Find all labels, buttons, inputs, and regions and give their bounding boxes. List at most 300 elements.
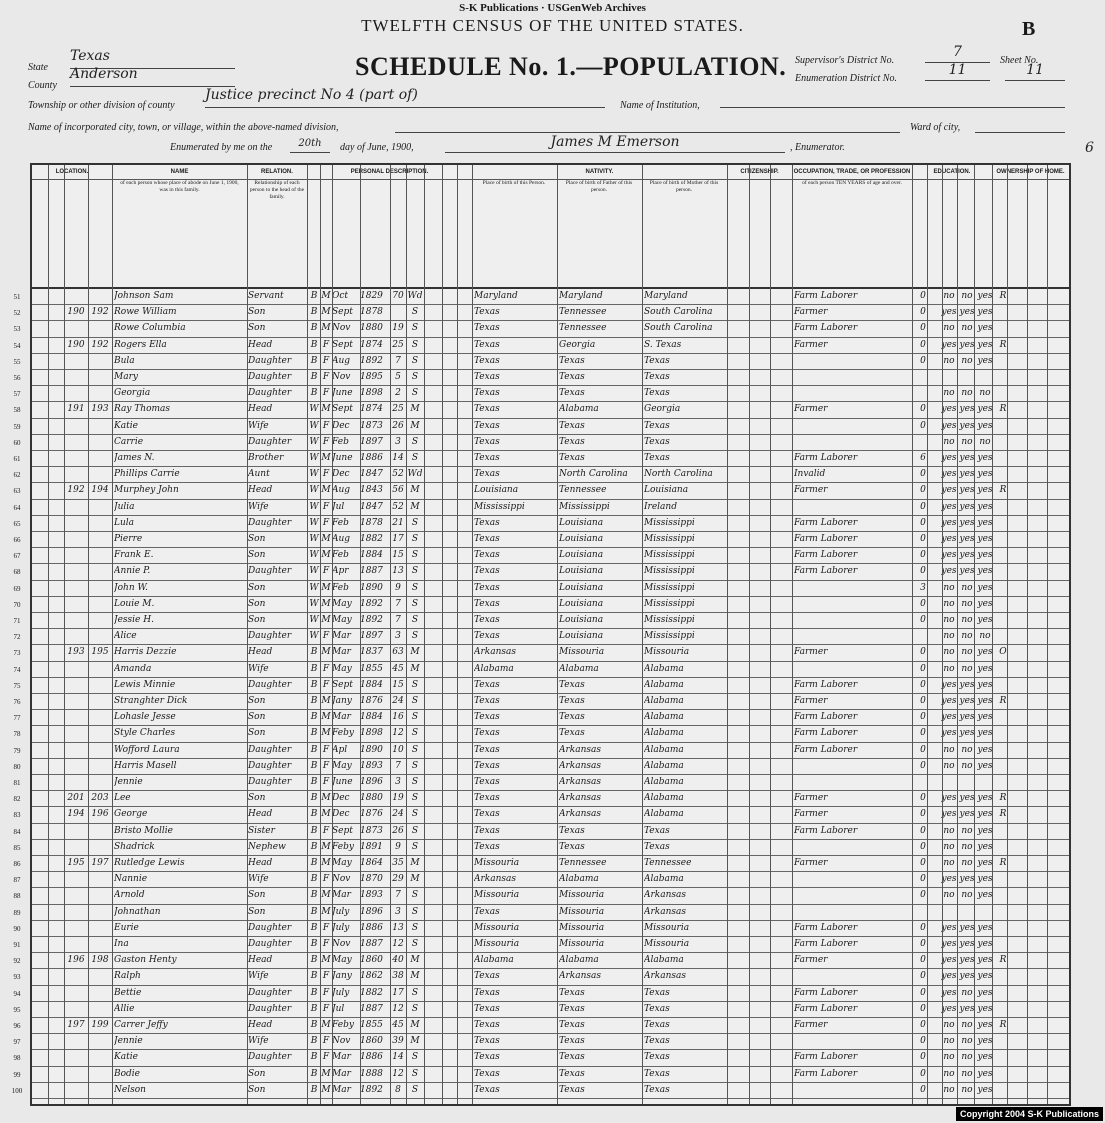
cell-occupation: Farm Laborer (794, 291, 858, 301)
line-number: 83 (13, 811, 21, 820)
cell-birthplace: Maryland (474, 291, 518, 301)
cell-father: Tennessee (559, 485, 607, 496)
cell-school: 0 (920, 598, 926, 609)
cell-year: 1887 (360, 566, 383, 577)
cell-relation: Head (248, 339, 273, 350)
cell-age: 3 (395, 631, 401, 642)
cell-family (88, 467, 112, 482)
cell-family (88, 532, 112, 547)
grid-vline (557, 165, 558, 1104)
grid-vline (1047, 165, 1048, 1104)
group-relation: RELATION. (247, 165, 307, 180)
cell-family: 195 (91, 647, 109, 658)
cell-sex: M (321, 323, 331, 334)
cell-father: Louisiana (559, 582, 604, 593)
cell-age: 12 (392, 728, 404, 739)
cell-english: yes (977, 517, 993, 528)
table-row (13, 888, 1069, 903)
cell-color: W (309, 420, 319, 431)
cell-dwelling (64, 321, 88, 336)
cell-family (88, 1002, 112, 1017)
cell-sex: M (321, 1068, 331, 1079)
cell-mother: Mississippi (644, 615, 695, 625)
cell-read: no (943, 598, 955, 609)
cell-mother: Alabama (644, 663, 684, 674)
cell-color: B (310, 971, 318, 982)
cell-occupation: Farmer (794, 339, 828, 350)
cell-name: Pierre (114, 534, 143, 544)
cell-occupation: Farm Laborer (794, 728, 858, 739)
cell-school: 0 (920, 874, 926, 885)
cell-write: no (961, 615, 973, 625)
cell-write: yes (959, 809, 975, 820)
cell-month: May (332, 955, 352, 966)
cell-read: no (943, 760, 955, 771)
cell-marital: S (411, 436, 419, 447)
table-row (13, 305, 1069, 320)
cell-father: Texas (559, 841, 585, 852)
table-row (13, 743, 1069, 758)
cell-year: 1897 (360, 631, 383, 642)
cell-read: no (943, 355, 955, 366)
cell-owned: R (999, 793, 1007, 804)
cell-color: W (309, 631, 319, 642)
cell-name: Lula (114, 517, 135, 528)
cell-sex: M (321, 955, 331, 966)
cell-write: no (961, 598, 973, 609)
line-number: 57 (13, 390, 21, 399)
cell-month: Apr (332, 566, 349, 577)
cell-sex: F (322, 874, 330, 885)
group-occupation: OCCUPATION, TRADE, OR PROFESSION (792, 165, 912, 180)
cell-sex: F (322, 971, 330, 982)
cell-marital: M (410, 1020, 420, 1030)
cell-family (88, 548, 112, 563)
cell-sex: F (322, 372, 330, 382)
cell-year: 1887 (360, 1003, 383, 1014)
cell-family (88, 354, 112, 369)
cell-read: no (943, 825, 955, 836)
cell-birthplace: Texas (474, 760, 500, 771)
cell-read: no (943, 1068, 955, 1079)
cell-family (88, 289, 112, 304)
grid-vline (642, 165, 643, 1104)
cell-write: yes (959, 453, 975, 463)
cell-name: James N. (114, 453, 155, 463)
cell-family (88, 937, 112, 952)
cell-birthplace: Texas (474, 825, 500, 836)
line-number: 71 (13, 617, 21, 625)
cell-occupation (794, 354, 911, 369)
cell-age: 35 (392, 858, 404, 868)
cell-relation: Head (248, 485, 273, 496)
cell-occupation (794, 662, 911, 677)
cell-name: Rogers Ella (114, 339, 167, 350)
cell-sex: M (321, 841, 331, 852)
cell-year: 1890 (360, 744, 383, 755)
cell-mother: Texas (644, 987, 670, 998)
cell-birthplace: Texas (474, 1084, 500, 1095)
cell-color: B (310, 323, 318, 334)
cell-occupation (794, 435, 911, 450)
cell-read: yes (941, 679, 957, 690)
line-number: 66 (13, 536, 21, 544)
cell-sex: F (322, 679, 330, 690)
table-row (13, 791, 1069, 806)
grid-vline (390, 165, 391, 1104)
cell-occupation (794, 370, 911, 385)
cell-relation: Wife (248, 874, 269, 885)
cell-dwelling (64, 516, 88, 531)
table-row (13, 338, 1069, 353)
table-row (13, 564, 1069, 579)
cell-color: B (310, 858, 318, 868)
cell-sex: F (322, 663, 330, 674)
cell-occupation (794, 419, 911, 434)
cell-mother: Arkansas (644, 890, 687, 901)
cell-month: Apl (332, 744, 348, 755)
table-row (13, 419, 1069, 434)
cell-english: yes (977, 825, 993, 836)
cell-write: no (961, 355, 973, 366)
cell-color: B (310, 712, 318, 723)
cell-color: B (310, 647, 318, 658)
cell-sex: M (321, 291, 331, 301)
cell-name: Jennie (114, 1036, 143, 1047)
cell-age: 3 (395, 436, 401, 447)
cell-color: B (310, 1003, 318, 1014)
cell-school: 0 (920, 987, 926, 998)
table-row (13, 872, 1069, 887)
cell-father: Texas (559, 679, 585, 690)
cell-color: B (310, 291, 318, 301)
cell-father: Texas (559, 1068, 585, 1079)
cell-month: Nov (332, 874, 351, 885)
cell-marital: S (411, 793, 419, 804)
population-table (11, 163, 1071, 1106)
cell-dwelling (64, 435, 88, 450)
cell-occupation: Farmer (794, 858, 828, 868)
cell-age: 39 (392, 1036, 404, 1047)
cell-mother: Alabama (644, 955, 684, 966)
cell-birthplace: Texas (474, 793, 500, 804)
table-row (13, 500, 1069, 515)
sheet-letter: B (1022, 18, 1036, 40)
cell-birthplace: Texas (474, 679, 500, 690)
cell-name: Bristo Mollie (114, 825, 173, 836)
cell-occupation (794, 759, 911, 774)
cell-name: Lee (114, 793, 131, 804)
township-label: Township or other division of county (28, 100, 175, 111)
line-number: 52 (13, 309, 21, 318)
cell-relation: Wife (248, 501, 269, 512)
cell-school: 0 (920, 469, 926, 480)
cell-read: no (943, 1036, 955, 1047)
cell-month: Mar (332, 1052, 351, 1063)
cell-english: yes (977, 598, 993, 609)
cell-school: 0 (920, 744, 926, 755)
cell-occupation: Farm Laborer (794, 566, 858, 577)
cell-year: 1888 (360, 1068, 383, 1079)
cell-dwelling (64, 678, 88, 693)
cell-family: 193 (91, 404, 109, 415)
cell-occupation: Farm Laborer (794, 987, 858, 998)
grid-vline (770, 165, 771, 1104)
cell-dwelling: 190 (67, 307, 85, 318)
cell-mother: Alabama (644, 793, 684, 804)
cell-occupation: Farm Laborer (794, 453, 858, 463)
cell-mother: Texas (644, 372, 670, 382)
cell-marital: M (410, 971, 420, 982)
copyright-badge: Copyright 2004 S-K Publications (956, 1107, 1103, 1121)
cell-age: 2 (395, 388, 401, 399)
cell-owned: R (999, 339, 1007, 350)
cell-family (88, 694, 112, 709)
cell-english: yes (977, 1084, 993, 1095)
cell-family (88, 888, 112, 903)
cell-father: Louisiana (559, 534, 604, 544)
cell-name: Ray Thomas (114, 404, 171, 415)
cell-name: Nannie (114, 874, 148, 885)
cell-age: 40 (392, 955, 404, 966)
line-number: 82 (13, 795, 21, 804)
grid-vline (406, 165, 407, 1104)
cell-english: yes (977, 760, 993, 771)
cell-birthplace: Alabama (474, 955, 514, 966)
cell-name: Nelson (114, 1084, 146, 1095)
cell-family (88, 370, 112, 385)
cell-school: 0 (920, 696, 926, 706)
cell-write: no (961, 760, 973, 771)
cell-sex: M (321, 404, 331, 415)
cell-age: 19 (392, 323, 404, 334)
cell-english: yes (977, 485, 993, 496)
cell-school: 0 (920, 955, 926, 966)
cell-name: Mary (114, 372, 138, 382)
cell-english: yes (977, 1020, 993, 1030)
cell-month: Oct (332, 291, 349, 301)
cell-father: Louisiana (559, 598, 604, 609)
table-row (13, 775, 1069, 790)
cell-write: yes (959, 728, 975, 739)
cell-name: Murphey John (114, 485, 179, 496)
cell-sex: M (321, 598, 331, 609)
cell-marital: S (411, 517, 419, 528)
cell-year: 1876 (360, 696, 383, 706)
institution-line (720, 107, 1065, 108)
cell-mother: Texas (644, 1068, 670, 1079)
cell-month: Feb (332, 582, 349, 593)
cell-relation: Daughter (248, 744, 292, 755)
cell-sex: M (321, 1020, 331, 1030)
grid-vline (64, 165, 65, 1104)
cell-month: Aug (332, 355, 351, 366)
table-row (13, 597, 1069, 612)
cell-occupation: Invalid (794, 469, 826, 480)
cell-name: Johnathan (114, 906, 161, 917)
cell-family (88, 386, 112, 401)
table-row (13, 662, 1069, 677)
cell-mother: Mississippi (644, 550, 695, 561)
line-number: 67 (13, 552, 21, 561)
cell-birthplace: Texas (474, 372, 500, 382)
cell-marital: M (410, 874, 420, 885)
line-number: 94 (13, 989, 21, 998)
cell-school: 0 (920, 355, 926, 366)
cell-month: Feb (332, 550, 349, 561)
cell-year: 1860 (360, 1036, 383, 1047)
cell-marital: M (410, 1036, 420, 1047)
cell-family (88, 564, 112, 579)
cell-mother: Missouria (644, 647, 690, 658)
cell-family (88, 1083, 112, 1098)
grid-vline (320, 165, 321, 1104)
cell-occupation: Farm Laborer (794, 744, 858, 755)
cell-sex: F (322, 777, 330, 787)
cell-school: 0 (920, 1020, 926, 1030)
cell-mother: Texas (644, 1084, 670, 1095)
cell-marital: S (411, 890, 419, 901)
cell-father: Texas (559, 388, 585, 399)
cell-year: 1870 (360, 874, 383, 885)
cell-age: 19 (392, 793, 404, 804)
cell-dwelling: 196 (67, 955, 85, 966)
cell-dwelling (64, 1067, 88, 1082)
cell-english: yes (977, 323, 993, 334)
cell-dwelling: 190 (67, 339, 85, 350)
table-row (13, 629, 1069, 644)
cell-relation: Daughter (248, 1003, 292, 1014)
cell-write: yes (959, 793, 975, 804)
cell-occupation: Farm Laborer (794, 1052, 858, 1063)
group-nativity: NATIVITY. (472, 165, 727, 180)
cell-relation: Brother (248, 453, 284, 463)
cell-write: no (961, 1020, 973, 1030)
cell-year: 1880 (360, 323, 383, 334)
cell-sex: F (322, 939, 330, 949)
cell-school: 0 (920, 809, 926, 820)
cell-age: 7 (395, 598, 401, 609)
cell-month: May (332, 858, 352, 868)
cell-color: B (310, 696, 318, 706)
table-row (13, 483, 1069, 498)
cell-mother: Texas (644, 1036, 670, 1047)
cell-marital: S (411, 355, 419, 366)
cell-relation: Daughter (248, 436, 292, 447)
cell-mother: Louisiana (644, 485, 689, 496)
county-label: County (28, 80, 57, 91)
cell-read: yes (941, 712, 957, 723)
cell-age: 63 (392, 647, 404, 658)
cell-read: no (943, 1084, 955, 1095)
cell-marital: S (411, 728, 419, 739)
cell-dwelling (64, 726, 88, 741)
census-title: TWELFTH CENSUS OF THE UNITED STATES. (361, 16, 744, 35)
cell-family: 197 (91, 858, 109, 868)
cell-age: 14 (392, 453, 404, 463)
cell-mother: Missouria (644, 922, 690, 933)
cell-write: no (961, 436, 973, 447)
cell-occupation (794, 629, 911, 644)
cell-birthplace: Texas (474, 696, 500, 706)
cell-birthplace: Texas (474, 728, 500, 739)
cell-mother: Missouria (644, 939, 690, 949)
cell-name: Arnold (114, 890, 145, 901)
table-row (13, 710, 1069, 725)
cell-family (88, 921, 112, 936)
cell-occupation: Farmer (794, 809, 828, 820)
cell-name: Wofford Laura (114, 744, 180, 755)
cell-school: 0 (920, 291, 926, 301)
table-row (13, 289, 1069, 304)
cell-month: Dec (332, 469, 350, 480)
cell-family (88, 969, 112, 984)
cell-name: Eurie (114, 922, 139, 933)
table-row (13, 516, 1069, 531)
cell-name: Phillips Carrie (114, 469, 180, 480)
table-row (13, 759, 1069, 774)
cell-school: 0 (920, 615, 926, 625)
cell-school: 0 (920, 1003, 926, 1014)
cell-birthplace: Texas (474, 566, 500, 577)
cell-dwelling: 197 (67, 1020, 85, 1030)
line-number: 88 (13, 892, 21, 901)
cell-marital: S (411, 339, 419, 350)
table-row (13, 581, 1069, 596)
cell-occupation: Farmer (794, 404, 828, 415)
cell-read: yes (941, 793, 957, 804)
table-row (13, 613, 1069, 628)
line-number: 90 (13, 924, 21, 933)
cell-color: B (310, 793, 318, 804)
cell-family: 198 (91, 955, 109, 966)
cell-school: 6 (920, 453, 926, 463)
cell-relation: Head (248, 647, 273, 658)
line-number: 92 (13, 957, 21, 966)
cell-occupation: Farm Laborer (794, 825, 858, 836)
cell-dwelling (64, 710, 88, 725)
cell-month: Aug (332, 485, 351, 496)
cell-mother: Texas (644, 436, 670, 447)
cell-month: Jany (332, 971, 352, 982)
cell-age: 8 (395, 1084, 401, 1095)
cell-dwelling (64, 467, 88, 482)
cell-father: Louisiana (559, 550, 604, 561)
cell-family (88, 743, 112, 758)
cell-age: 15 (392, 550, 404, 561)
cell-marital: S (411, 825, 419, 836)
cell-write: no (961, 647, 973, 658)
cell-school: 0 (920, 890, 926, 901)
cell-month: Mar (332, 1068, 351, 1079)
cell-english: yes (977, 501, 993, 512)
cell-father: Maryland (559, 291, 603, 301)
cell-relation: Daughter (248, 1052, 292, 1063)
cell-read: no (943, 858, 955, 868)
cell-family: 192 (91, 307, 109, 318)
line-number: 76 (13, 698, 21, 706)
cell-family (88, 597, 112, 612)
cell-relation: Wife (248, 420, 269, 431)
cell-mother: Texas (644, 1003, 670, 1014)
cell-father: Tennessee (559, 307, 607, 318)
cell-month: Sept (332, 679, 353, 690)
cell-relation: Son (248, 712, 266, 723)
cell-name: Carrer Jeffy (114, 1020, 168, 1030)
cell-read: yes (941, 566, 957, 577)
cell-color: W (309, 566, 319, 577)
cell-write: yes (959, 922, 975, 933)
